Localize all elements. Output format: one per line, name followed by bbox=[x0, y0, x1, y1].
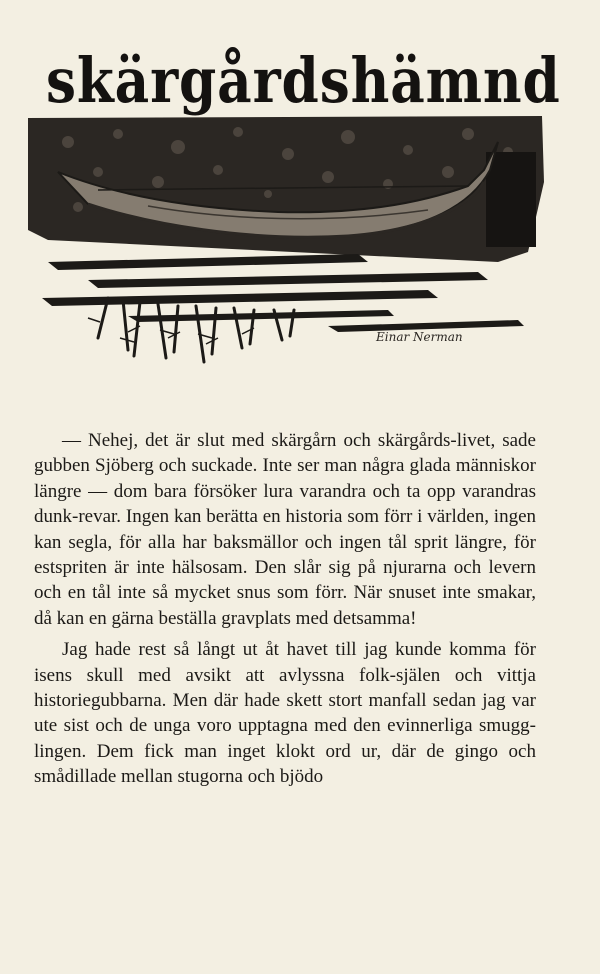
body-text bbox=[34, 428, 536, 796]
paragraph: — Nehej, det är slut med skärgårn och skärgårds-livet, sade gubben Sjöberg och suckade. Inte ser man några glada människor längre — dom bara försöker lura varandra och ta opp varandras dunk-revar. Ingen kan berätta en historia som förr i världen, ingen kan segla, för alla har baksmällor och ingen tål sprit längre, för estspriten är inte hälsosam. Den slår sig på njurarna och levern och en tål inte så mycket snus som förr. När snuset inte smakar, då kan en gärna beställa gravplats med detsamma! bbox=[34, 430, 536, 629]
illustrator-signature: Einar Nerman bbox=[376, 330, 463, 344]
paragraph: Jag hade rest så långt ut åt havet till jag kunde komma för isens skull med avsikt att avlyssna folk-själen och vittja historiegubbarna. Men där hade skett stort manfall sedan jag var ute sist och de unga voro upptagna med den evinnerliga smugg-lingen. Dem fick man inget klokt ord ur, där de gingo och smådillade mellan stugorna och bjödo bbox=[34, 639, 536, 788]
boat-illustration bbox=[28, 112, 548, 372]
chapter-title: skärgårdshämnd bbox=[46, 44, 561, 117]
